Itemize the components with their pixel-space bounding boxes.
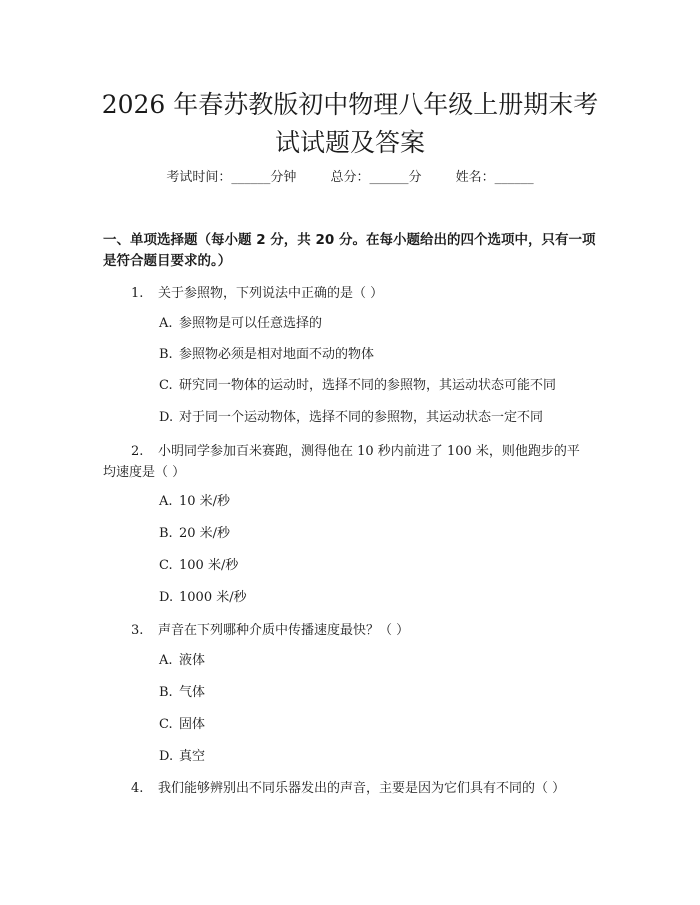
option-letter: D. bbox=[159, 590, 174, 605]
question-2-option-b bbox=[159, 524, 619, 544]
option-text: 100 米/秒 bbox=[179, 558, 239, 573]
option-text: 真空 bbox=[179, 749, 206, 764]
question-3-option-b bbox=[159, 683, 619, 703]
question-2-option-c bbox=[159, 556, 619, 576]
question-1-option-c bbox=[159, 376, 619, 396]
question-3-option-a bbox=[159, 651, 619, 671]
option-letter: C. bbox=[159, 558, 173, 573]
question-text: 关于参照物，下列说法中正确的是（ ） bbox=[158, 286, 384, 301]
option-text: 20 米/秒 bbox=[179, 526, 231, 541]
question-2-option-a bbox=[159, 492, 619, 512]
question-number: 2. bbox=[131, 444, 144, 459]
section-heading-line-1: 一、单项选择题（每小题 2 分，共 20 分。在每小题给出的四个选项中，只有一项 bbox=[103, 232, 596, 248]
question-2 bbox=[103, 441, 603, 462]
option-text: 气体 bbox=[179, 685, 206, 700]
option-letter: A. bbox=[159, 494, 173, 509]
question-1-option-a bbox=[159, 314, 619, 334]
option-letter: D. bbox=[159, 410, 174, 425]
option-letter: B. bbox=[159, 526, 173, 541]
question-text: 我们能够辨别出不同乐器发出的声音，主要是因为它们具有不同的（ ） bbox=[158, 781, 566, 796]
question-3-option-d bbox=[159, 747, 619, 767]
option-letter: A. bbox=[159, 316, 173, 331]
option-letter: C. bbox=[159, 378, 173, 393]
question-1-option-d bbox=[159, 408, 619, 428]
question-2-option-d bbox=[159, 588, 619, 608]
question-1 bbox=[103, 283, 603, 304]
question-number: 1. bbox=[131, 286, 144, 301]
question-text: 声音在下列哪种介质中传播速度最快？（ ） bbox=[158, 623, 410, 638]
option-text: 1000 米/秒 bbox=[179, 590, 247, 605]
title-line-1: 2026 年春苏教版初中物理八年级上册期末考 bbox=[101, 90, 599, 119]
option-letter: D. bbox=[159, 749, 174, 764]
exam-time: 考试时间：______分钟 bbox=[166, 170, 297, 185]
question-text-line-1: 小明同学参加百米赛跑，测得他在 10 秒内前进了 100 米，则他跑步的平 bbox=[158, 444, 580, 459]
option-text: 液体 bbox=[179, 653, 206, 668]
question-1-option-b bbox=[159, 345, 619, 365]
option-text: 对于同一个运动物体，选择不同的参照物，其运动状态一定不同 bbox=[179, 410, 544, 425]
question-3-option-c bbox=[159, 715, 619, 735]
option-text: 固体 bbox=[179, 717, 206, 732]
exam-name: 姓名：______ bbox=[455, 170, 534, 185]
option-letter: C. bbox=[159, 717, 173, 732]
question-2-continuation bbox=[103, 462, 603, 483]
question-text-line-2: 均速度是（ ） bbox=[103, 465, 186, 480]
title-line-2: 试试题及答案 bbox=[274, 128, 425, 157]
exam-total-score: 总分：______分 bbox=[330, 170, 422, 185]
option-text: 研究同一物体的运动时，选择不同的参照物，其运动状态可能不同 bbox=[179, 378, 557, 393]
page-title bbox=[80, 86, 620, 162]
exam-meta bbox=[0, 168, 700, 188]
question-number: 4. bbox=[131, 781, 144, 796]
option-text: 参照物必须是相对地面不动的物体 bbox=[179, 347, 375, 362]
option-letter: B. bbox=[159, 685, 173, 700]
option-letter: B. bbox=[159, 347, 173, 362]
section-heading-line-2: 是符合题目要求的。） bbox=[103, 253, 232, 269]
option-text: 参照物是可以任意选择的 bbox=[179, 316, 323, 331]
question-4 bbox=[103, 778, 603, 799]
question-3 bbox=[103, 620, 603, 641]
option-text: 10 米/秒 bbox=[179, 494, 231, 509]
section-heading bbox=[103, 230, 603, 272]
option-letter: A. bbox=[159, 653, 173, 668]
question-number: 3. bbox=[131, 623, 144, 638]
